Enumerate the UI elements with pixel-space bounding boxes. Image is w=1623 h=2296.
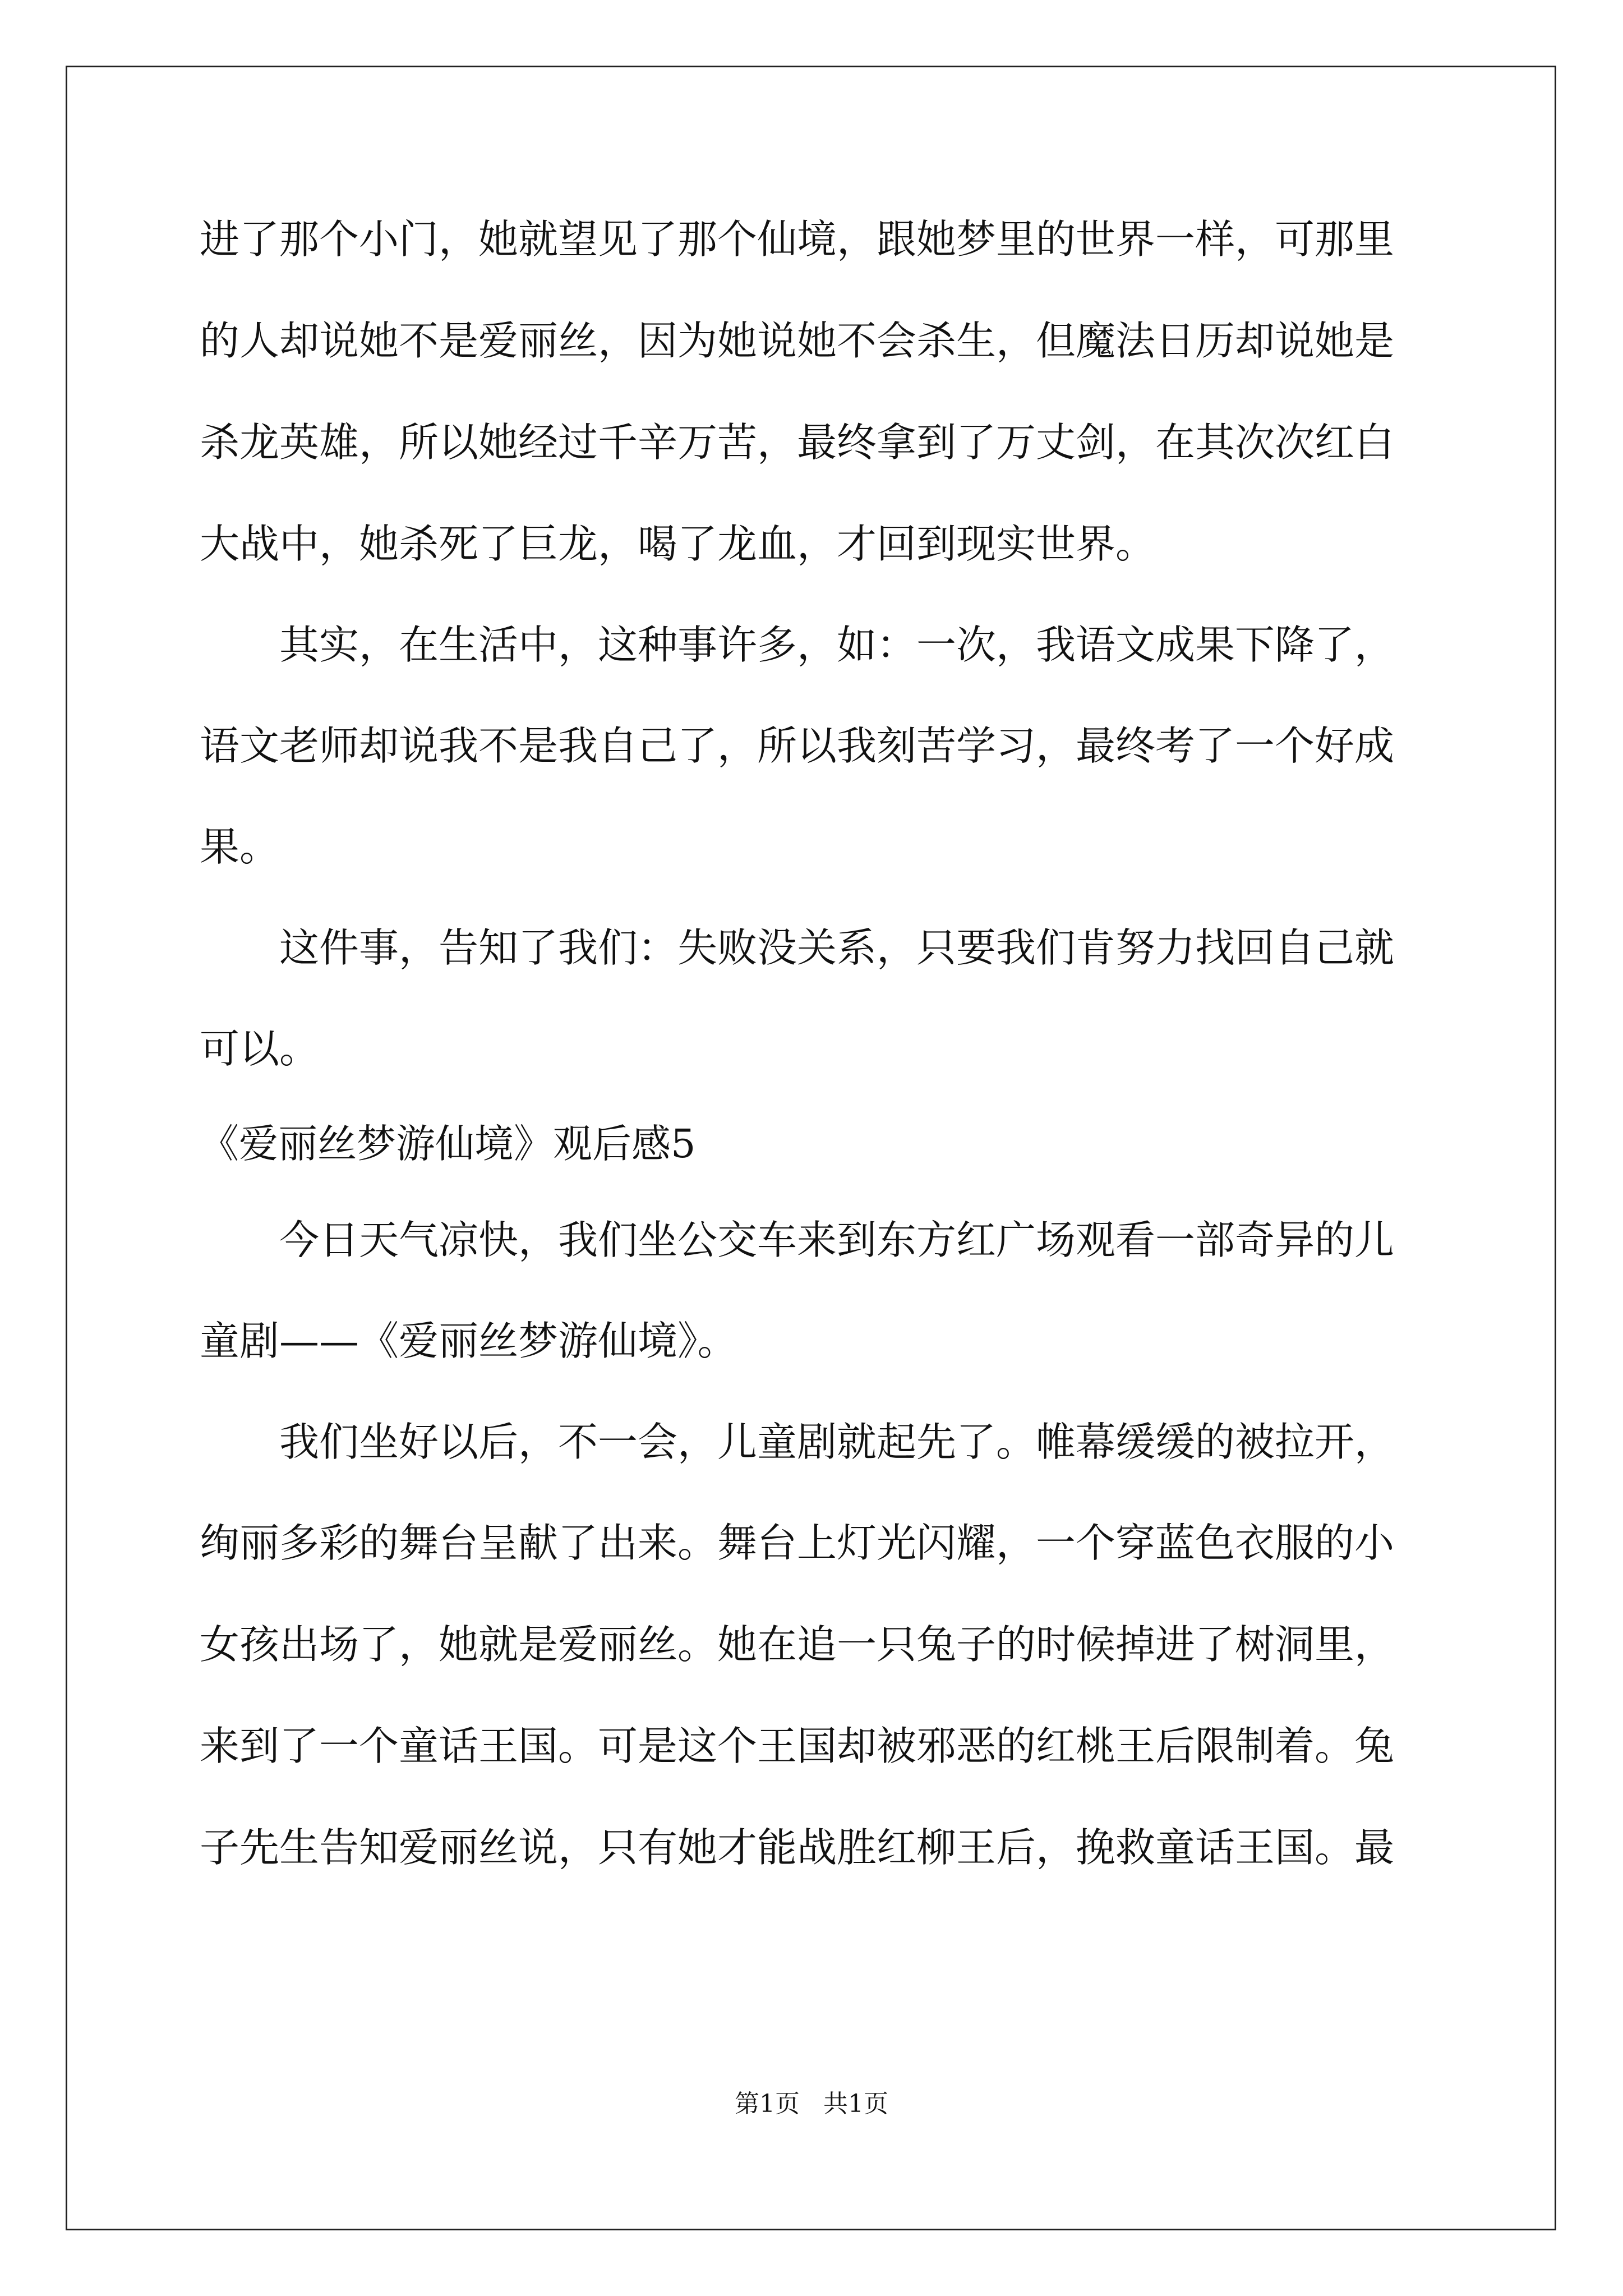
section-heading: 《爱丽丝梦游仙境》观后感5	[200, 1121, 696, 1167]
text-line: 可以。	[200, 1025, 320, 1072]
document-body	[200, 216, 1439, 1871]
text-line: 进了那个小门，她就望见了那个仙境，跟她梦里的世界一样，可那里	[200, 216, 1395, 263]
paragraph-start-line: 今日天气凉快，我们坐公交车来到东方红广场观看一部奇异的儿	[279, 1217, 1395, 1263]
paragraph-start-line: 其实，在生活中，这种事许多，如：一次，我语文成果下降了，	[279, 622, 1395, 668]
text-line: 大战中，她杀死了巨龙，喝了龙血，才回到现实世界。	[200, 521, 1156, 567]
text-line: 童剧——《爱丽丝梦游仙境》。	[200, 1318, 737, 1364]
text-line: 子先生告知爱丽丝说，只有她才能战胜红柳王后，挽救童话王国。最	[200, 1824, 1395, 1871]
paragraph-start-line: 我们坐好以后，不一会，儿童剧就起先了。帷幕缓缓的被拉开，	[279, 1419, 1395, 1465]
paragraph-start-line: 这件事，告知了我们：失败没关系，只要我们肯努力找回自己就	[279, 924, 1395, 971]
text-line: 来到了一个童话王国。可是这个王国却被邪恶的红桃王后限制着。兔	[200, 1723, 1395, 1769]
page-footer: 第1页 共1页	[735, 2090, 888, 2118]
text-line: 绚丽多彩的舞台呈献了出来。舞台上灯光闪耀，一个穿蓝色衣服的小	[200, 1520, 1395, 1566]
text-line: 杀龙英雄，所以她经过千辛万苦，最终拿到了万丈剑，在其次次红白	[200, 419, 1395, 466]
text-line: 语文老师却说我不是我自己了，所以我刻苦学习，最终考了一个好成	[200, 723, 1395, 769]
text-line: 的人却说她不是爱丽丝，因为她说她不会杀生，但魔法日历却说她是	[200, 318, 1395, 364]
text-line: 果。	[200, 823, 280, 870]
text-line: 女孩出场了，她就是爱丽丝。她在追一只兔子的时候掉进了树洞里，	[200, 1621, 1395, 1668]
